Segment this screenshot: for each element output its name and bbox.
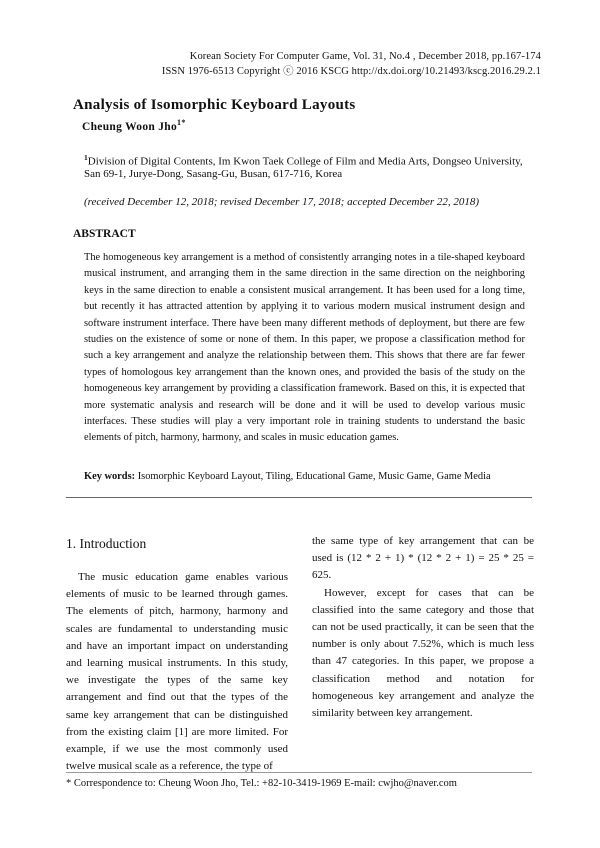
divider-top <box>66 497 532 498</box>
keywords-label: Key words: <box>84 471 136 482</box>
abstract-heading: ABSTRACT <box>73 228 136 240</box>
journal-info: Korean Society For Computer Game, Vol. 31, No.4 , December 2018, pp.167-174 <box>189 51 541 62</box>
keywords <box>84 471 491 482</box>
intro-right-paragraph-1: the same type of key arrangement that can be used is (12 * 2 + 1) * (12 * 2 + 1) = 25 * 25 = 625. <box>312 535 534 582</box>
intro-right-paragraph-2: However, except for cases that can be classified into the same category and those that can not be used practically, it can be seen that the number is only about 7.52%, which is much less than 47 categories. In this paper, we propose a classification method and notation for homogeneous key arrangement and analyze the similarity between key arrangement. <box>312 586 534 720</box>
correspondence-footnote: * Correspondence to: Cheung Woon Jho, Tel.: +82-10-3419-1969 E-mail: cwjho@naver.com <box>66 778 457 789</box>
affiliation-line-2: San 69-1, Jurye-Dong, Sasang-Gu, Busan, 617-716, Korea <box>84 168 343 180</box>
affiliation-mark: 1 <box>84 153 88 162</box>
author-name: Cheung Woon Jho <box>82 120 178 133</box>
affiliation-text-1: Division of Digital Contents, Im Kwon Taek College of Film and Media Arts, Dongseo University, <box>87 155 523 168</box>
section-heading-introduction: 1. Introduction <box>66 536 147 551</box>
keywords-text: Isomorphic Keyboard Layout, Tiling, Educational Game, Music Game, Game Media <box>135 471 491 482</box>
footnote-divider <box>66 772 532 773</box>
issn-doi-line: ISSN 1976-6513 Copyright ⓒ 2016 KSCG http://dx.doi.org/10.21493/kscg.2016.29.2.1 <box>161 66 541 77</box>
received-dates: (received December 12, 2018; revised December 17, 2018; accepted December 22, 2018) <box>84 196 480 208</box>
author-line <box>82 118 186 133</box>
paper-title: Analysis of Isomorphic Keyboard Layouts <box>73 97 356 113</box>
author-marks: 1* <box>177 118 186 127</box>
intro-right-column <box>312 533 534 722</box>
intro-left-column: The music education game enables various elements of music to be learned through games. The elements of pitch, harmony, harmony and scales are fundamental to understanding music and have an important impact on understanding and learning musical instruments. In this study, we investigate the types of the same key arrangement and find out that the types of the same key arrangement that can be distinguished from the existing claim [1] are more limited. For example, if we use the most commonly used twelve musical scale as a reference, the type of <box>66 571 288 773</box>
abstract-text: The homogeneous key arrangement is a method of consistently arranging notes in a tile-shaped keyboard musical instrument, and arranging them in the same direction in the same direction on the neighboring keys in the same direction to enable a consistent musical arrangement. It has been used for a long time, but recently it has attracted attention by applying it to various modern musical instrument design and software instrument interface. There have been many different methods of deployment, but there are few studies on the existence of some or none of them. In this paper, we propose a classification method for such a key arrangement and analyze the relationship between them. This shows that there are far fewer types of homologous key arrangement than the known ones, and provided the basis of the study on the homogeneous key arrangement by providing a classification framework. Based on this, it is expected that more systematic analysis and research will be done and it will be used to develop various music interfaces. These studies will play a very important role in training students to understand the basic elements of pitch, harmony, harmony, and scales in music education games. <box>84 252 525 444</box>
